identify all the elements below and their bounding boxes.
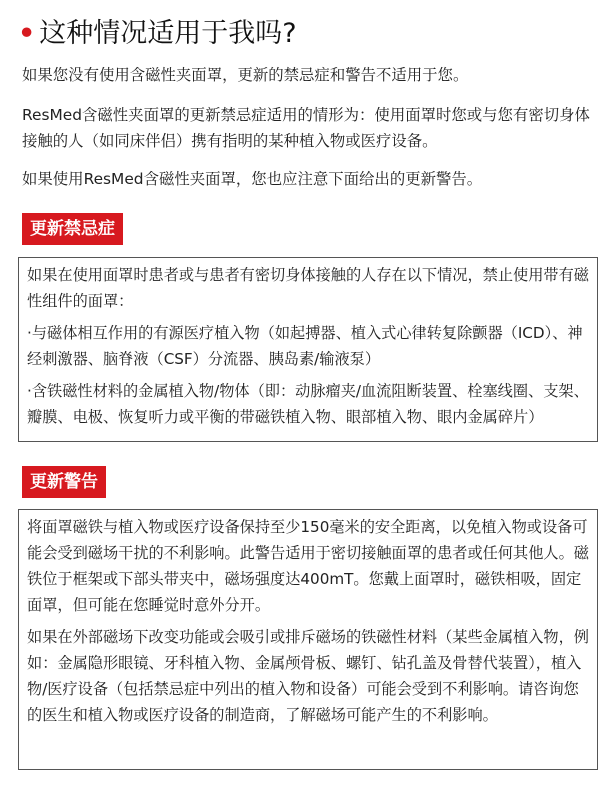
title-bullet: • — [18, 18, 36, 49]
contraindications-box — [18, 257, 598, 442]
intro-paragraph-3: 如果使用ResMed含磁性夹面罩，您也应注意下面给出的更新警告。 — [22, 170, 483, 188]
contraindications-paragraph-3: ·含铁磁性材料的金属植入物/物体（即：动脉瘤夹/血流阻断装置、栓塞线圈、支架、瓣膜、电极、恢复听力或平衡的带磁铁植入物、眼部植入物、眼内金属碎片） — [27, 382, 589, 426]
warnings-heading: 更新警告 — [22, 466, 106, 498]
warnings-paragraph-2: 如果在外部磁场下改变功能或会吸引或排斥磁场的铁磁性材料（某些金属植入物，例如：金属隐形眼镜、牙科植入物、金属颅骨板、螺钉、钻孔盖及骨替代装置），植入物/医疗设备（包括禁忌症中列出的植入物和设备）可能会受到不利影响。请咨询您的医生和植入物或医疗设备的制造商，了解磁场可能产生的不利影响。 — [27, 628, 589, 724]
contraindications-paragraph-1: 如果在使用面罩时患者或与患者有密切身体接触的人存在以下情况，禁止使用带有磁性组件的面罩： — [27, 266, 589, 310]
title-text: 这种情况适用于我吗? — [39, 18, 297, 49]
contraindications-paragraph-2: ·与磁体相互作用的有源医疗植入物（如起搏器、植入式心律转复除颤器（ICD）、神经刺激器、脑脊液（CSF）分流器、胰岛素/输液泵） — [27, 324, 583, 368]
page-title — [18, 14, 608, 54]
warnings-box — [18, 509, 598, 770]
warnings-paragraph-1: 将面罩磁铁与植入物或医疗设备保持至少150毫米的安全距离，以免植入物或设备可能会受到磁场干扰的不利影响。此警告适用于密切接触面罩的患者或任何其他人。磁铁位于框架或下部头带夹中，磁场强度达400mT。您戴上面罩时，磁铁相吸，固定面罩，但可能在您睡觉时意外分开。 — [27, 518, 589, 614]
intro-paragraph-2: ResMed含磁性夹面罩的更新禁忌症适用的情形为：使用面罩时您或与您有密切身体接触的人（如同床伴侣）携有指明的某种植入物或医疗设备。 — [22, 106, 590, 150]
intro-paragraph-1: 如果您没有使用含磁性夹面罩，更新的禁忌症和警告不适用于您。 — [22, 66, 469, 84]
contraindications-heading: 更新禁忌症 — [22, 213, 123, 245]
